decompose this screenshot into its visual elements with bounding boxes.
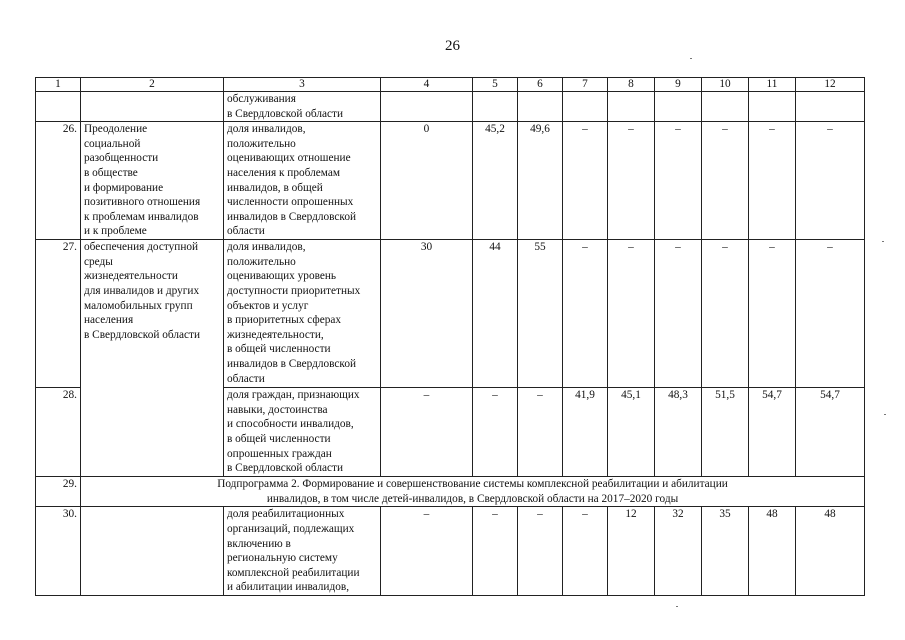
value-cell: 54,7 <box>796 388 865 477</box>
value-cell: 45,2 <box>473 122 518 240</box>
scan-speck <box>882 241 884 242</box>
row-number: 28. <box>36 388 81 477</box>
value-cell: 54,7 <box>749 388 796 477</box>
value-cell: – <box>563 240 608 388</box>
value-cell <box>796 92 865 122</box>
indicators-table <box>35 77 865 596</box>
value-cell: – <box>518 388 563 477</box>
row-number: 29. <box>36 477 81 507</box>
value-cell: – <box>563 507 608 596</box>
goal-name-cell <box>81 507 224 596</box>
column-header: 7 <box>563 78 608 92</box>
row-number: 27. <box>36 240 81 388</box>
column-header: 8 <box>608 78 655 92</box>
table-row <box>36 507 865 596</box>
column-header: 2 <box>81 78 224 92</box>
table-row <box>36 122 865 240</box>
value-cell: – <box>655 240 702 388</box>
column-header: 6 <box>518 78 563 92</box>
value-cell <box>381 92 473 122</box>
column-header: 11 <box>749 78 796 92</box>
value-cell: 44 <box>473 240 518 388</box>
table-row <box>36 240 865 388</box>
subprogram-row <box>36 477 865 507</box>
goal-name-cell <box>81 92 224 122</box>
value-cell: – <box>702 122 749 240</box>
value-cell: 48,3 <box>655 388 702 477</box>
value-cell: – <box>381 507 473 596</box>
indicator-cell: доля реабилитационных организаций, подлежащих включению в региональную систему комплексной реабилитации и абилитации инвалидов, <box>224 507 381 596</box>
column-header: 12 <box>796 78 865 92</box>
scan-speck <box>690 58 692 59</box>
value-cell <box>749 92 796 122</box>
table-row <box>36 92 865 122</box>
goal-name-cell: Преодоление социальной разобщенности в обществе и формирование позитивного отношения к проблемам инвалидов и к проблеме <box>81 122 224 240</box>
scan-speck <box>884 414 886 415</box>
page-number: 26 <box>445 38 460 54</box>
value-cell: 51,5 <box>702 388 749 477</box>
indicator-cell: доля граждан, признающих навыки, достоинства и способности инвалидов, в общей численности опрошенных граждан в Свердловской области <box>224 388 381 477</box>
value-cell: 45,1 <box>608 388 655 477</box>
value-cell <box>608 92 655 122</box>
value-cell: – <box>796 122 865 240</box>
value-cell: 48 <box>749 507 796 596</box>
value-cell: 48 <box>796 507 865 596</box>
column-header: 4 <box>381 78 473 92</box>
value-cell: – <box>655 122 702 240</box>
value-cell: – <box>796 240 865 388</box>
value-cell: – <box>749 240 796 388</box>
column-header: 5 <box>473 78 518 92</box>
value-cell: – <box>473 507 518 596</box>
value-cell: 30 <box>381 240 473 388</box>
goal-name-cell: обеспечения доступной среды жизнедеятельности для инвалидов и других маломобильных групп населения в Свердловской области <box>81 240 224 477</box>
value-cell <box>518 92 563 122</box>
value-cell: – <box>749 122 796 240</box>
value-cell <box>473 92 518 122</box>
column-header: 10 <box>702 78 749 92</box>
indicator-cell: обслуживания в Свердловской области <box>224 92 381 122</box>
row-number: 26. <box>36 122 81 240</box>
subprogram-title: Подпрограмма 2. Формирование и совершенствование системы комплексной реабилитации и абилитации инвалидов, в том числе детей-инвалидов, в Свердловской области на 2017–2020 годы <box>81 477 865 507</box>
value-cell: 49,6 <box>518 122 563 240</box>
value-cell: – <box>608 240 655 388</box>
value-cell: – <box>563 122 608 240</box>
value-cell: 41,9 <box>563 388 608 477</box>
value-cell <box>702 92 749 122</box>
value-cell: 0 <box>381 122 473 240</box>
indicator-cell: доля инвалидов, положительно оценивающих уровень доступности приоритетных объектов и услуг в приоритетных сферах жизнедеятельности, в общей численности инвалидов в Свердловской области <box>224 240 381 388</box>
value-cell: – <box>473 388 518 477</box>
column-number-row <box>36 78 865 92</box>
value-cell: 12 <box>608 507 655 596</box>
value-cell: – <box>702 240 749 388</box>
column-header: 3 <box>224 78 381 92</box>
column-header: 9 <box>655 78 702 92</box>
row-number: 30. <box>36 507 81 596</box>
value-cell: 35 <box>702 507 749 596</box>
value-cell <box>655 92 702 122</box>
column-header: 1 <box>36 78 81 92</box>
value-cell <box>563 92 608 122</box>
value-cell: – <box>608 122 655 240</box>
indicator-cell: доля инвалидов, положительно оценивающих отношение населения к проблемам инвалидов, в общей численности опрошенных инвалидов в Свердловской области <box>224 122 381 240</box>
value-cell: – <box>381 388 473 477</box>
value-cell: 32 <box>655 507 702 596</box>
value-cell: – <box>518 507 563 596</box>
scan-speck <box>676 606 678 607</box>
value-cell: 55 <box>518 240 563 388</box>
row-number <box>36 92 81 122</box>
